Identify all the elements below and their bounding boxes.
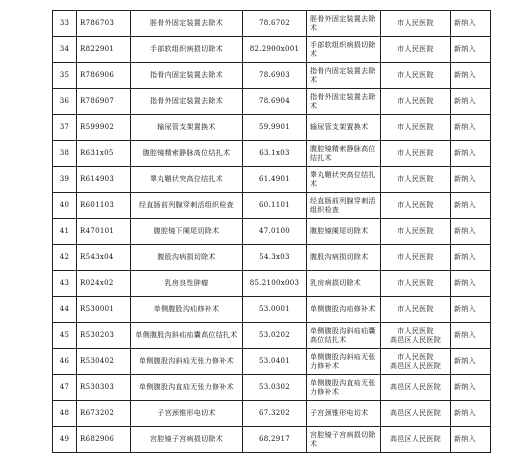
classification-code: 78.6702 <box>243 11 307 37</box>
procedure-name: 腹股沟病损切除术 <box>131 245 243 271</box>
row-number: 46 <box>53 349 77 375</box>
hospital: 市人民医院 <box>381 37 451 63</box>
hospital: 市人民医院 <box>381 271 451 297</box>
reference-name: 手部软组织病损切除术 <box>307 37 381 63</box>
classification-code: 78.6904 <box>243 89 307 115</box>
row-number: 34 <box>53 37 77 63</box>
hospital: 高邑区人民医院 <box>381 401 451 427</box>
row-number: 35 <box>53 63 77 89</box>
row-number: 38 <box>53 141 77 167</box>
classification-code: 54.3x03 <box>243 245 307 271</box>
row-number: 44 <box>53 297 77 323</box>
procedure-name: 手部软组织病损切除术 <box>131 37 243 63</box>
procedure-name: 睾丸鞘状突高位结扎术 <box>131 167 243 193</box>
status: 新纳入 <box>451 271 491 297</box>
classification-code: 60.1101 <box>243 193 307 219</box>
procedure-name: 单侧腹股沟斜疝无张力修补术 <box>131 349 243 375</box>
table-row <box>53 63 491 89</box>
table-row <box>53 193 491 219</box>
procedure-name: 单侧腹股沟疝修补术 <box>131 297 243 323</box>
classification-code: 67.3202 <box>243 401 307 427</box>
status: 新纳入 <box>451 349 491 375</box>
reference-name: 腹腔镜阑尾切除术 <box>307 219 381 245</box>
status: 新纳入 <box>451 37 491 63</box>
table-row <box>53 349 491 375</box>
reference-name: 单侧腹股沟疝修补术 <box>307 297 381 323</box>
procedure-code: R599902 <box>77 115 131 141</box>
table-row <box>53 427 491 453</box>
procedure-code: R601103 <box>77 193 131 219</box>
procedure-name: 宫腔镜子宫病损切除术 <box>131 427 243 453</box>
procedure-code: R682906 <box>77 427 131 453</box>
procedure-name: 单侧腹股沟直疝无张力修补术 <box>131 375 243 401</box>
status: 新纳入 <box>451 375 491 401</box>
row-number: 42 <box>53 245 77 271</box>
hospital: 市人民医院 <box>381 11 451 37</box>
hospital: 市人民医院 <box>381 219 451 245</box>
row-number: 40 <box>53 193 77 219</box>
hospital: 市人民医院 <box>381 89 451 115</box>
procedure-name: 单侧腹股沟斜疝疝囊高位结扎术 <box>131 323 243 349</box>
table-row <box>53 167 491 193</box>
procedure-code: R614903 <box>77 167 131 193</box>
status: 新纳入 <box>451 323 491 349</box>
classification-code: 85.2100x003 <box>243 271 307 297</box>
hospital: 市人民医院 <box>381 193 451 219</box>
status: 新纳入 <box>451 193 491 219</box>
hospital: 市人民医院 <box>381 141 451 167</box>
row-number: 33 <box>53 11 77 37</box>
reference-name: 输尿管支架置换术 <box>307 115 381 141</box>
reference-name: 睾丸鞘状突高位结扎术 <box>307 167 381 193</box>
procedure-code: R024x02 <box>77 271 131 297</box>
reference-name: 指骨内固定装置去除术 <box>307 63 381 89</box>
procedure-code: R470101 <box>77 219 131 245</box>
hospital: 市人民医院 <box>381 63 451 89</box>
procedure-code: R673202 <box>77 401 131 427</box>
table-row <box>53 219 491 245</box>
classification-code: 53.0302 <box>243 375 307 401</box>
reference-name: 单侧腹股沟直疝无张力修补术 <box>307 375 381 401</box>
hospital: 市人民医院 <box>381 245 451 271</box>
procedure-code: R530203 <box>77 323 131 349</box>
procedure-name: 指骨外固定装置去除术 <box>131 89 243 115</box>
reference-name: 脛骨外固定装置去除术 <box>307 11 381 37</box>
table-row <box>53 11 491 37</box>
table-row <box>53 375 491 401</box>
classification-code: 82.2900x001 <box>243 37 307 63</box>
hospital: 市人民医院 高邑区人民医院 <box>381 349 451 375</box>
reference-name: 乳房病损切除术 <box>307 271 381 297</box>
table-row <box>53 115 491 141</box>
procedure-code: R530303 <box>77 375 131 401</box>
procedure-table <box>52 10 491 453</box>
classification-code: 47.0100 <box>243 219 307 245</box>
procedure-name: 输尿管支架置换术 <box>131 115 243 141</box>
row-number: 37 <box>53 115 77 141</box>
row-number: 39 <box>53 167 77 193</box>
reference-name: 经直肠前列腺穿刺活组织检查 <box>307 193 381 219</box>
reference-name: 腹腔镜精索静脉高位结扎术 <box>307 141 381 167</box>
hospital: 高邑区人民医院 <box>381 427 451 453</box>
classification-code: 61.4901 <box>243 167 307 193</box>
procedure-name: 指骨内固定装置去除术 <box>131 63 243 89</box>
classification-code: 53.0202 <box>243 323 307 349</box>
classification-code: 78.6903 <box>243 63 307 89</box>
row-number: 36 <box>53 89 77 115</box>
row-number: 45 <box>53 323 77 349</box>
status: 新纳入 <box>451 167 491 193</box>
table-row <box>53 271 491 297</box>
table-row <box>53 297 491 323</box>
status: 新纳入 <box>451 63 491 89</box>
hospital: 高邑区人民医院 <box>381 375 451 401</box>
procedure-code: R530001 <box>77 297 131 323</box>
procedure-code: R786703 <box>77 11 131 37</box>
reference-name: 子宫颈锥形电切术 <box>307 401 381 427</box>
procedure-code: R530402 <box>77 349 131 375</box>
row-number: 41 <box>53 219 77 245</box>
status: 新纳入 <box>451 219 491 245</box>
row-number: 48 <box>53 401 77 427</box>
classification-code: 68.2917 <box>243 427 307 453</box>
status: 新纳入 <box>451 115 491 141</box>
reference-name: 指骨外固定装置去除术 <box>307 89 381 115</box>
table-body <box>53 11 491 453</box>
procedure-name: 脛骨外固定装置去除术 <box>131 11 243 37</box>
table-row <box>53 89 491 115</box>
procedure-name: 腹腔镜精索静脉高位结扎术 <box>131 141 243 167</box>
classification-code: 53.0401 <box>243 349 307 375</box>
status: 新纳入 <box>451 11 491 37</box>
procedure-name: 乳房良性肿瘤 <box>131 271 243 297</box>
hospital: 市人民医院 <box>381 167 451 193</box>
hospital: 市人民医院 <box>381 297 451 323</box>
status: 新纳入 <box>451 401 491 427</box>
table-row <box>53 401 491 427</box>
procedure-code: R631x05 <box>77 141 131 167</box>
procedure-code: R822901 <box>77 37 131 63</box>
classification-code: 59.9901 <box>243 115 307 141</box>
reference-name: 单侧腹股沟斜疝疝囊高位结扎术 <box>307 323 381 349</box>
row-number: 43 <box>53 271 77 297</box>
hospital: 市人民医院 <box>381 115 451 141</box>
status: 新纳入 <box>451 89 491 115</box>
classification-code: 53.0001 <box>243 297 307 323</box>
status: 新纳入 <box>451 297 491 323</box>
reference-name: 宫腔镜子宫病损切除术 <box>307 427 381 453</box>
procedure-code: R786906 <box>77 63 131 89</box>
procedure-code: R543x04 <box>77 245 131 271</box>
procedure-code: R786907 <box>77 89 131 115</box>
hospital: 市人民医院 高邑区人民医院 <box>381 323 451 349</box>
status: 新纳入 <box>451 245 491 271</box>
procedure-name: 腹腔镜下阑尾切除术 <box>131 219 243 245</box>
table-row <box>53 141 491 167</box>
reference-name: 单侧腹股沟斜疝无张力修补术 <box>307 349 381 375</box>
row-number: 49 <box>53 427 77 453</box>
classification-code: 63.1x03 <box>243 141 307 167</box>
status: 新纳入 <box>451 141 491 167</box>
status: 新纳入 <box>451 427 491 453</box>
procedure-name: 经直肠前列腺穿刺活组织检查 <box>131 193 243 219</box>
procedure-name: 子宫颈锥形电切术 <box>131 401 243 427</box>
row-number: 47 <box>53 375 77 401</box>
table-row <box>53 245 491 271</box>
table-row <box>53 323 491 349</box>
reference-name: 腹股沟病损切除术 <box>307 245 381 271</box>
table-row <box>53 37 491 63</box>
